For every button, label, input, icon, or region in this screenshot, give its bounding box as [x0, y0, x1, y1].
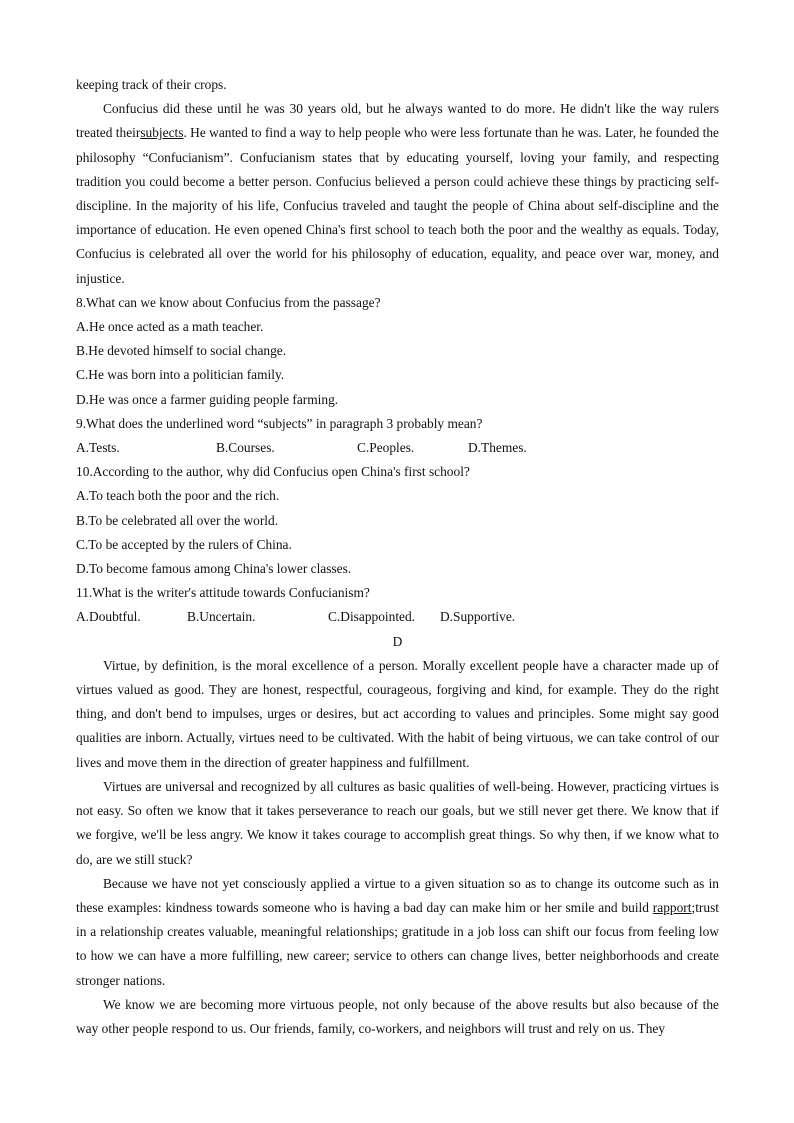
question-11-option-d[interactable]: D.Supportive. [440, 609, 516, 625]
question-9-option-b[interactable]: B.Courses. [216, 440, 275, 456]
question-9-option-a[interactable]: A.Tests. [76, 440, 120, 456]
question-10-option-d[interactable]: D.To become famous among China's lower classes. [76, 561, 352, 577]
passage-d-paragraph-2: Virtues are universal and recognized by all cultures as basic qualities of well-being. However, practicing virtues is not easy. So often we know that it takes perseverance to reach our goals, but we still never get there. We know that if we forgive, we'll be less angry. We know it takes courage to accomplish great things. So why then, if we know what to do, are we still stuck? [76, 778, 719, 867]
question-9-option-c[interactable]: C.Peoples. [357, 440, 415, 456]
question-11-option-a[interactable]: A.Doubtful. [76, 609, 141, 625]
question-10-option-a[interactable]: A.To teach both the poor and the rich. [76, 488, 280, 504]
passage-c-paragraph-confucius [76, 97, 719, 291]
question-11-option-c[interactable]: C.Disappointed. [328, 609, 416, 625]
question-8-option-d[interactable]: D.He was once a farmer guiding people farming. [76, 391, 339, 407]
question-10-option-b[interactable]: B.To be celebrated all over the world. [76, 512, 279, 528]
underlined-word-rapport: rapport [652, 899, 692, 915]
passage-d-paragraph-3 [76, 872, 719, 993]
question-9-stem: 9.What does the underlined word “subjects” in paragraph 3 probably mean? [76, 415, 483, 431]
question-8-stem: 8.What can we know about Confucius from the passage? [76, 294, 381, 310]
question-11-stem: 11.What is the writer's attitude towards Confucianism? [76, 585, 370, 601]
passage-d-paragraph-4: We know we are becoming more virtuous people, not only because of the above results but also because of the way other people respond to us. Our friends, family, co-workers, and neighbors will trust and rely on us. They [76, 996, 719, 1036]
question-8-option-a[interactable]: A.He once acted as a math teacher. [76, 319, 264, 335]
question-9-option-d[interactable]: D.Themes. [468, 440, 527, 456]
passage-d-paragraph-1: Virtue, by definition, is the moral excellence of a person. Morally excellent people have a character made up of virtues valued as good. They are honest, respectful, courageous, forgiving and kind, for example. They do the right thing, and don't bend to impulses, urges or desires, but act according to values and principles. Some might say good qualities are inborn. Actually, virtues need to be cultivated. With the habit of being virtuous, we can take control of our lives and move them in the direction of greater happiness and fulfillment. [76, 657, 719, 770]
question-9-options [76, 436, 719, 460]
paragraph-text: Confucius did these until he was 30 years old, but he always wanted to do more. He didn't like the way rulers treated their [76, 101, 719, 141]
paragraph-text: . He wanted to find a way to help people who were less fortunate than he was. Later, he founded the philosophy “Confucianism”. Confucianism states that by educating yourself, loving your family, and respecting tradition you could become a better person. Confucius believed a person could achieve these things by practicing self-discipline. In the majority of his life, Confucius traveled and taught the people of China about self-discipline and the importance of education. He even opened China's first school to teach both the poor and the wealthy as equals. Today, Confucius is celebrated all over the world for his philosophy of education, equality, and peace over war, money, and injustice. [76, 125, 720, 286]
question-8-option-b[interactable]: B.He devoted himself to social change. [76, 343, 287, 359]
question-11-option-b[interactable]: B.Uncertain. [187, 609, 256, 625]
paragraph-text: Because we have not yet consciously applied a virtue to a given situation so as to change its outcome such as in these examples: kindness towards someone who is having a bad day can make him or her smile and build [76, 875, 719, 915]
paragraph-text: ;trust in a relationship creates valuable, meaningful relationships; gratitude in a job loss can shift our focus from feeling low to how we can have a more fulfilling, new career; service to others can change lives, better neighborhoods and create stronger nations. [76, 899, 719, 988]
exam-page [76, 73, 719, 1041]
question-10-stem: 10.According to the author, why did Confucius open China's first school? [76, 464, 470, 480]
passage-c-lead-line: keeping track of their crops. [76, 77, 227, 92]
question-11-options [76, 605, 719, 629]
underlined-word-subjects: subjects [140, 125, 184, 141]
question-8-option-c[interactable]: C.He was born into a politician family. [76, 367, 285, 383]
passage-d-heading: D [392, 633, 403, 649]
question-10-option-c[interactable]: C.To be accepted by the rulers of China. [76, 536, 292, 552]
